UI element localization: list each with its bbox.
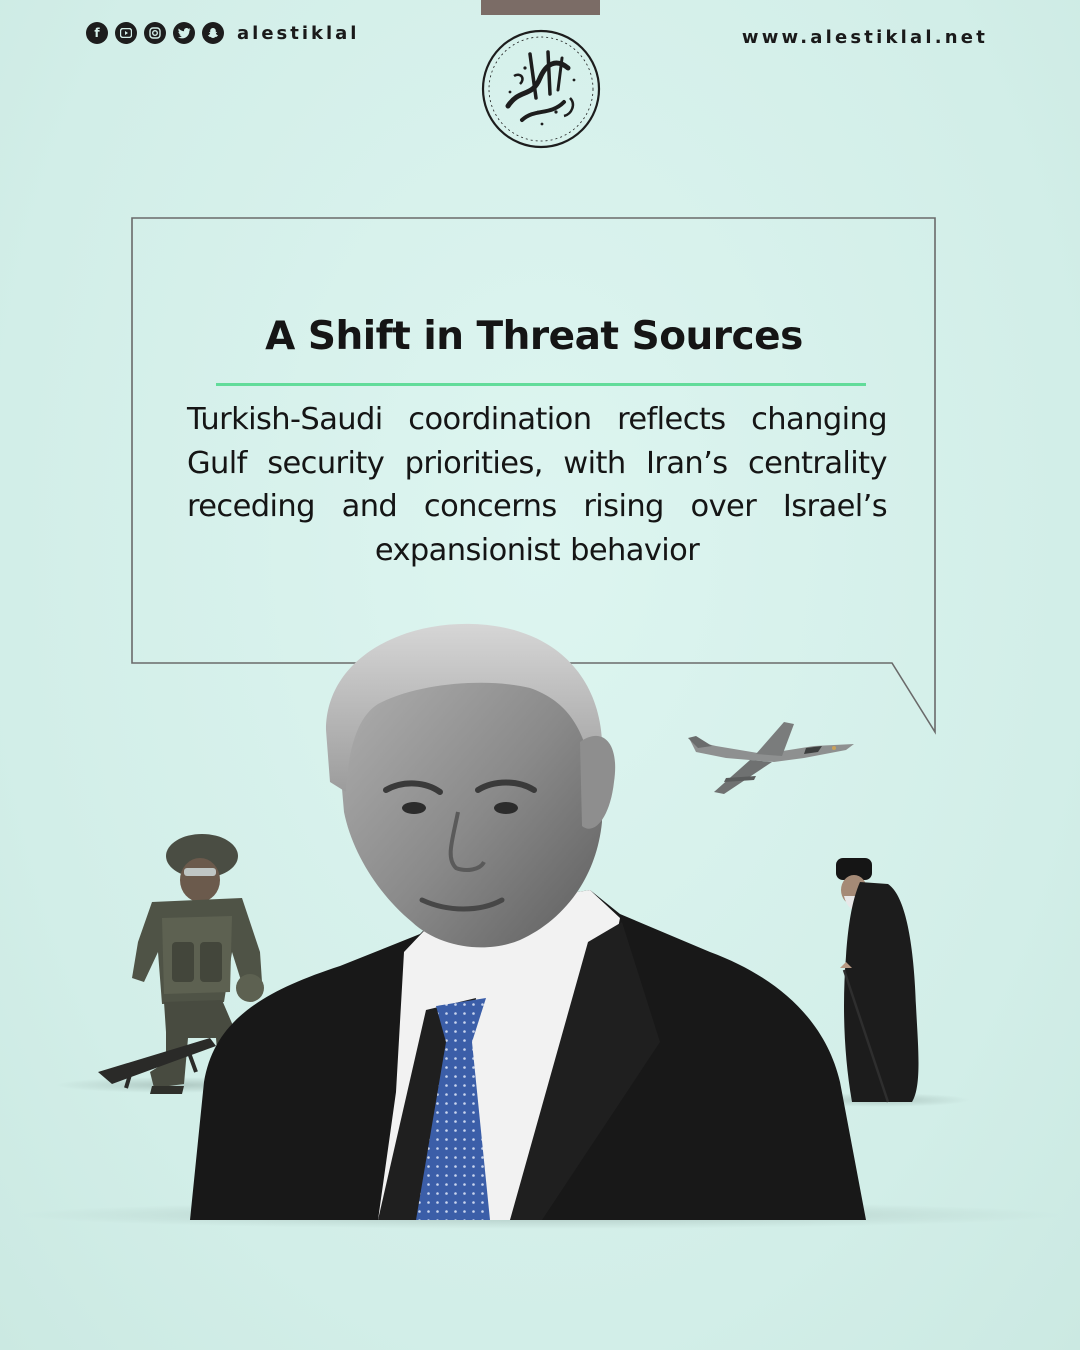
top-tab-decoration (481, 0, 600, 15)
central-portrait-image (190, 622, 866, 1220)
youtube-icon[interactable] (115, 22, 137, 44)
brand-handle[interactable]: alestiklal (237, 22, 360, 44)
social-bar (86, 20, 359, 46)
twitter-icon[interactable] (173, 22, 195, 44)
snapchat-icon[interactable] (202, 22, 224, 44)
headline: A Shift in Threat Sources (265, 314, 803, 359)
facebook-icon[interactable]: f (86, 22, 108, 44)
alestiklal-logo (480, 28, 602, 150)
headline-divider (216, 383, 866, 386)
instagram-icon[interactable] (144, 22, 166, 44)
subtitle-text: Turkish-Saudi coordination reflects changing Gulf security priorities, with Iran’s centrality receding and concerns rising over Israel’s expansionist behavior (187, 402, 887, 568)
website-url[interactable]: www.alestiklal.net (741, 27, 988, 48)
